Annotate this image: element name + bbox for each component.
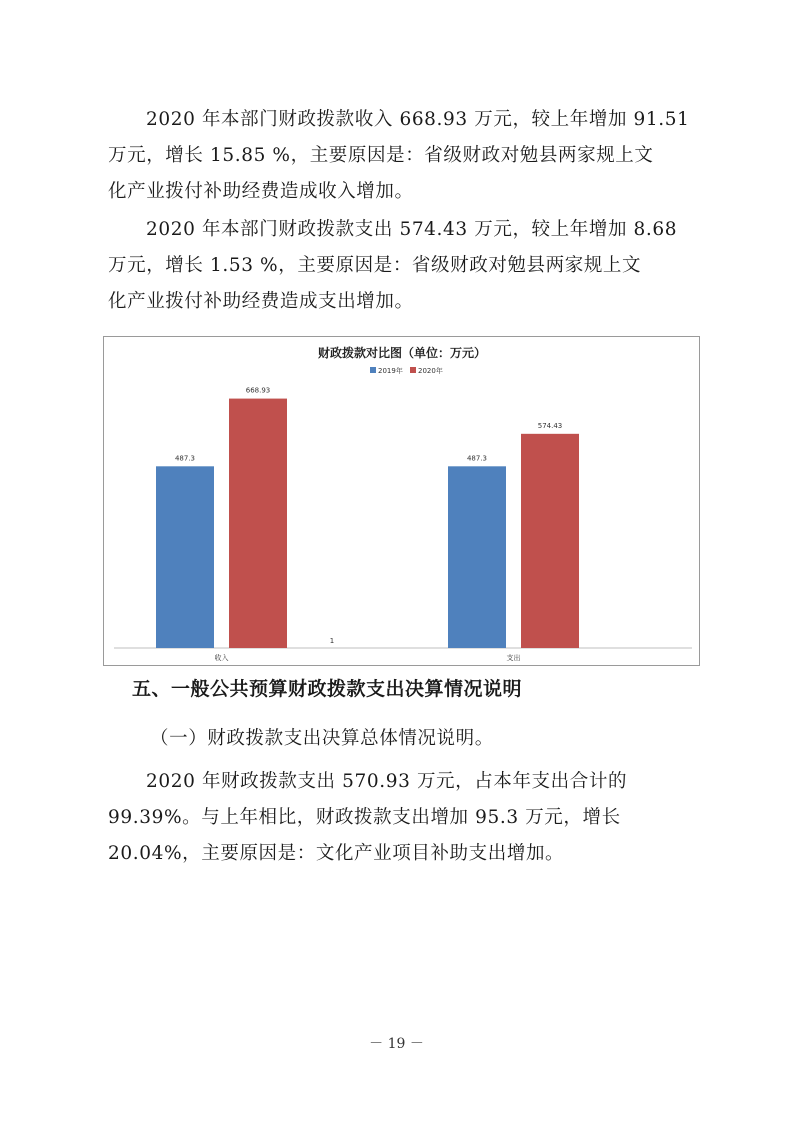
legend-swatch-1 [410, 367, 416, 373]
legend-label-0: 2019年 [378, 367, 403, 375]
data-label-1-0: 1 [329, 637, 335, 645]
data-label-2-1: 574.43 [537, 421, 563, 430]
bar-2-0 [448, 466, 506, 648]
text-line: 20.04%，主要原因是：文化产业项目补助支出增加。 [108, 843, 565, 864]
text-line: 万元，增长 15.85 %，主要原因是：省级财政对勉县两家规上文 [108, 145, 654, 166]
category-label-0: 收入 [214, 654, 229, 662]
section-heading: 五、一般公共预算财政拨款支出决算情况说明 [132, 678, 523, 700]
bar-0-0 [156, 466, 214, 648]
text-line: 99.39%。与上年相比，财政拨款支出增加 95.3 万元，增长 [108, 807, 621, 828]
category-label-2: 支出 [506, 654, 521, 662]
page-number: － 19 － [369, 1036, 424, 1052]
paragraph-expenditure-summary [108, 764, 693, 872]
legend-label-1: 2020年 [418, 367, 443, 375]
bar-chart [104, 337, 701, 667]
data-label-0-1: 668.93 [245, 386, 271, 395]
data-label-0-0: 487.3 [174, 454, 196, 463]
bar-0-1 [229, 399, 287, 648]
text-line: 化产业拨付补助经费造成支出增加。 [108, 291, 414, 312]
chart-container [103, 336, 700, 666]
legend-swatch-0 [370, 367, 376, 373]
text-line: 2020 年本部门财政拨款支出 574.43 万元，较上年增加 8.68 [146, 219, 678, 240]
text-line: 2020 年本部门财政拨款收入 668.93 万元，较上年增加 91.51 [146, 109, 690, 130]
text-line: 万元，增长 1.53 %，主要原因是：省级财政对勉县两家规上文 [108, 255, 642, 276]
bar-2-1 [521, 434, 579, 648]
data-label-2-0: 487.3 [466, 454, 488, 463]
subheading: （一）财政拨款支出决算总体情况说明。 [150, 728, 494, 749]
paragraph-income [108, 102, 693, 210]
chart-title: 财政拨款对比图（单位：万元） [317, 346, 487, 360]
paragraph-expense [108, 212, 693, 320]
text-line: 化产业拨付补助经费造成收入增加。 [108, 181, 414, 202]
text-line: 2020 年财政拨款支出 570.93 万元，占本年支出合计的 [146, 771, 628, 792]
